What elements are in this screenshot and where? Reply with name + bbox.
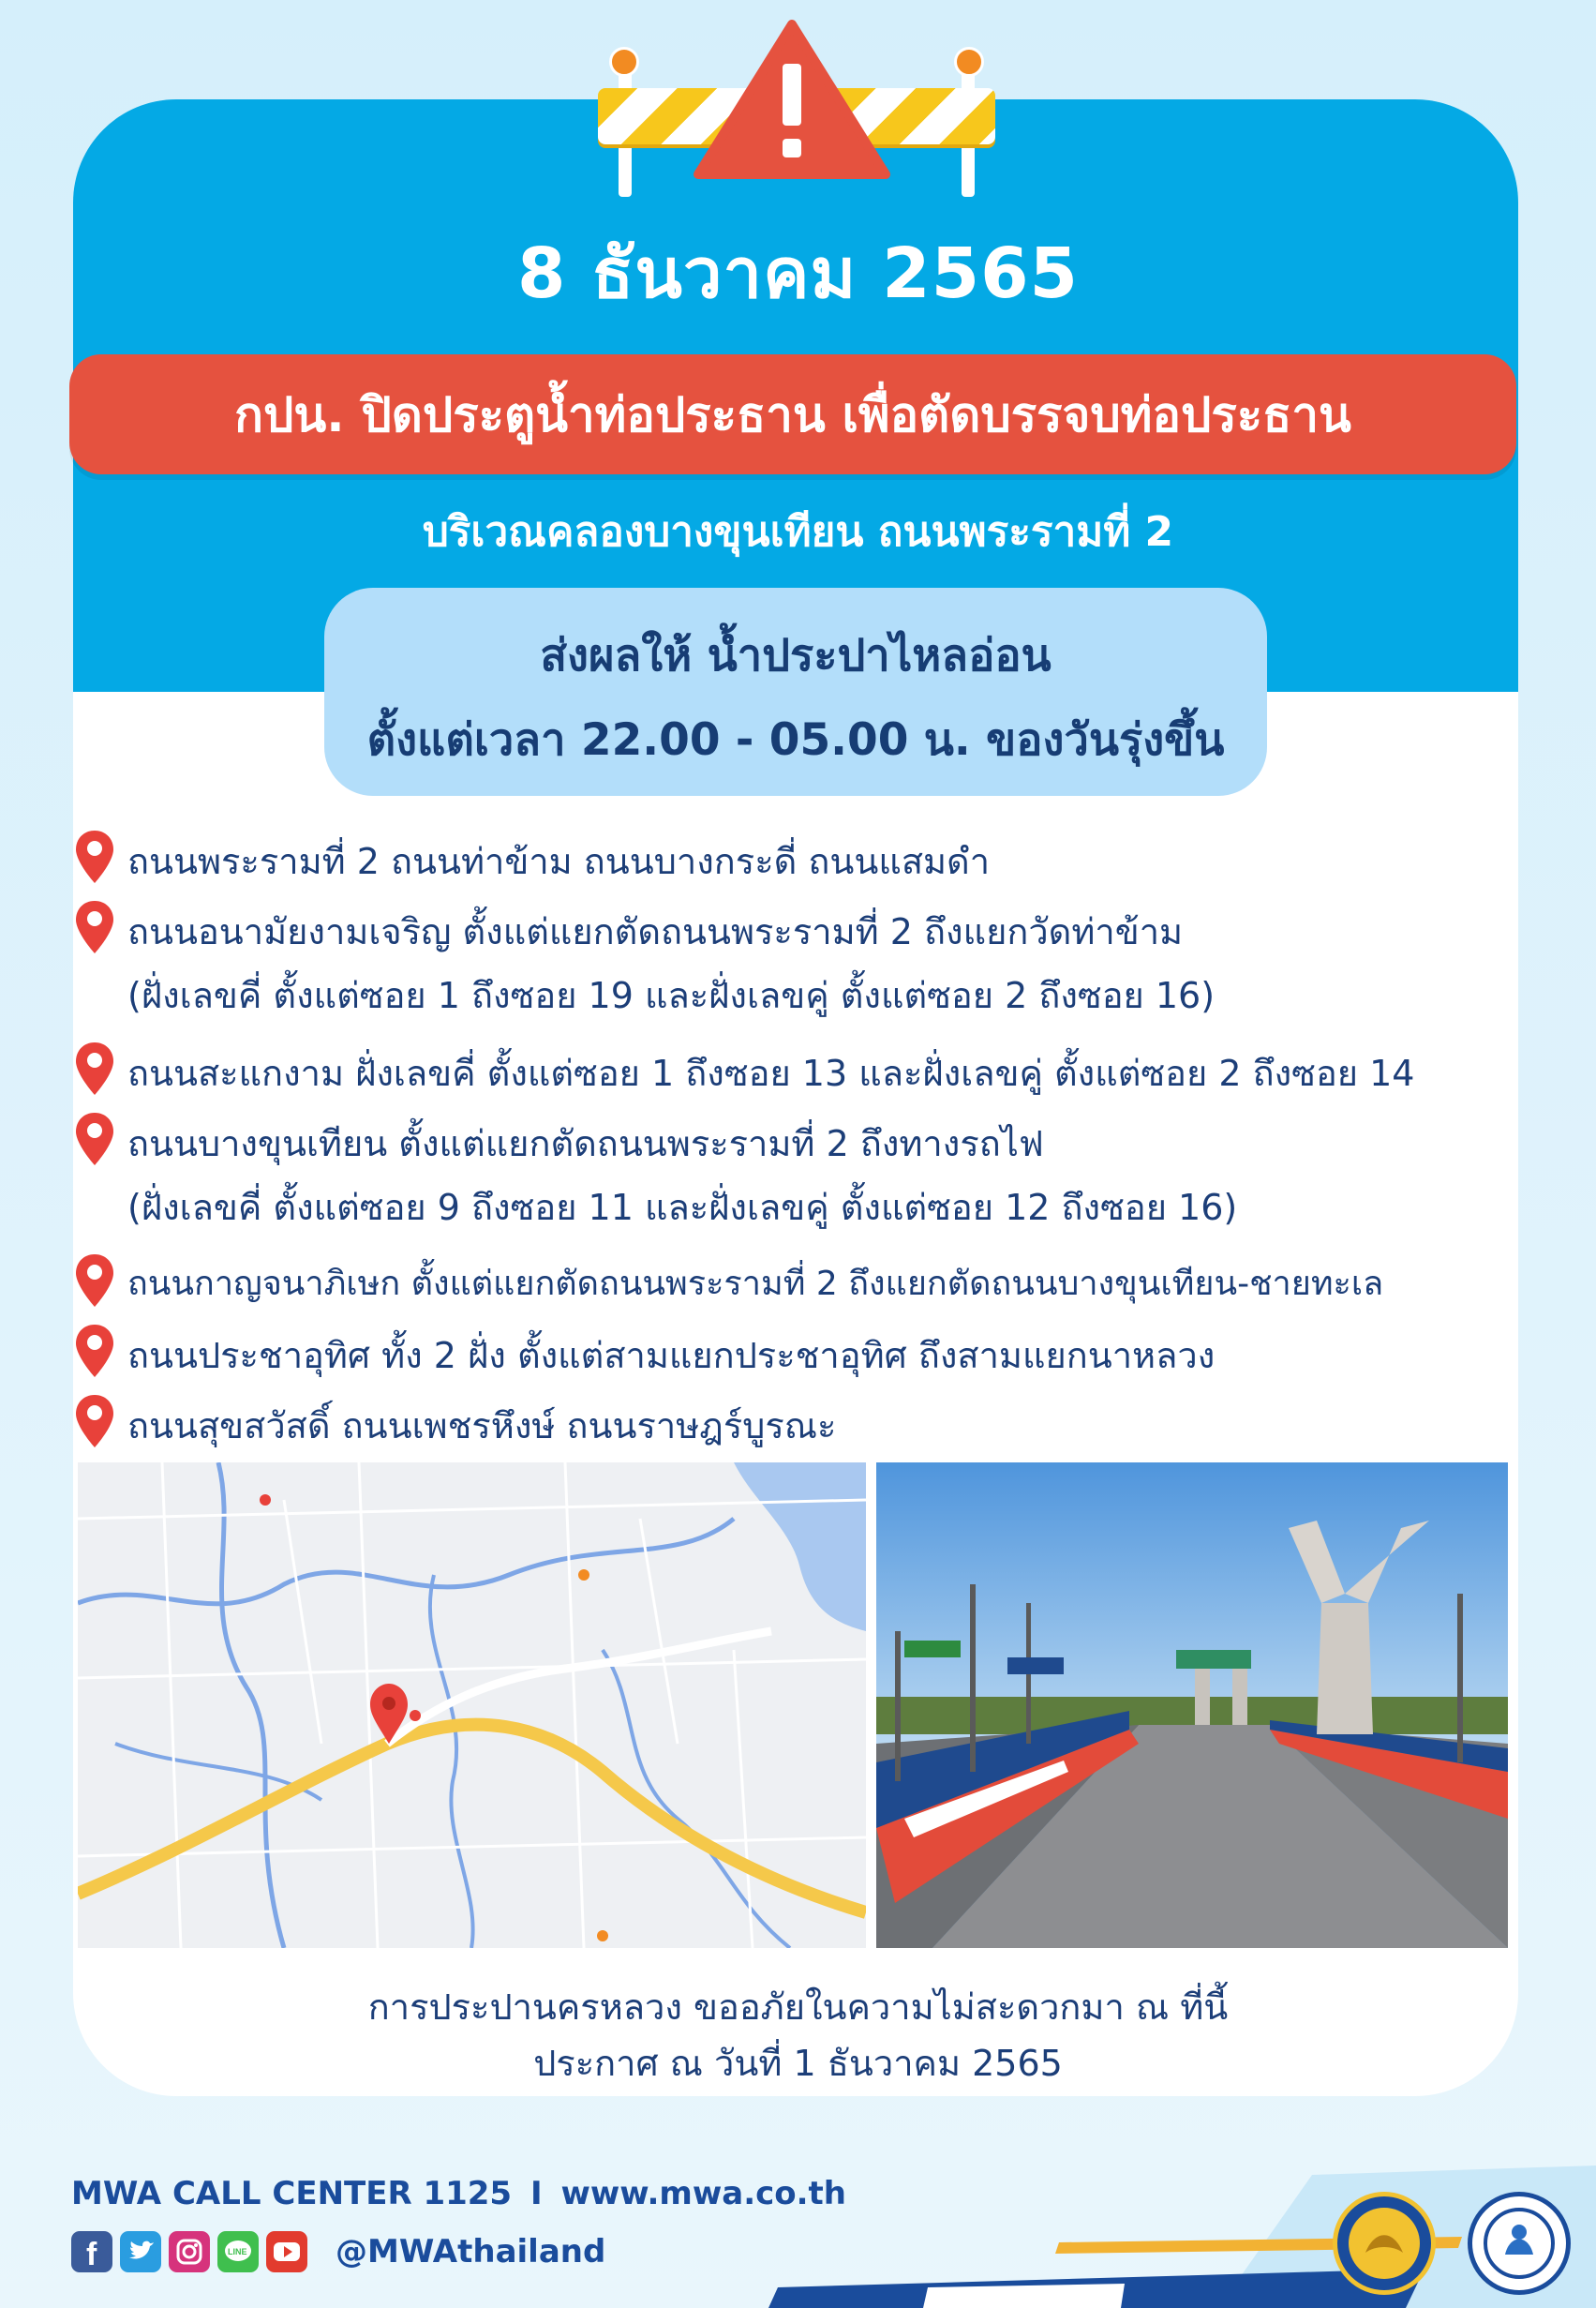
call-center-line [71,2175,846,2212]
location-pin-icon [73,899,116,955]
website-link[interactable]: www.mwa.co.th [560,2175,846,2212]
separator: I [530,2175,543,2212]
area-text-continued: (ฝั่งเลขคี่ ตั้งแต่ซอย 9 ถึงซอย 11 และฝั่งเลขคู่ ตั้งแต่ซอย 12 ถึงซอย 16) [127,1187,1238,1228]
effect-box [324,588,1267,796]
area-text: ถนนบางขุนเทียน ตั้งแต่แยกตัดถนนพระรามที่ 2 ถึงทางรถไฟ [127,1123,1044,1164]
area-text-continued: (ฝั่งเลขคี่ ตั้งแต่ซอย 1 ถึงซอย 19 และฝั่งเลขคู่ ตั้งแต่ซอย 2 ถึงซอย 16) [127,975,1216,1016]
location-pin-icon [73,1393,116,1449]
area-text: ถนนสุขสวัสดิ์ ถนนเพชรหึงษ์ ถนนราษฎร์บูรณะ [127,1405,837,1446]
social-handle[interactable]: @MWAthailand [336,2233,606,2271]
announcement-date: ประกาศ ณ วันที่ 1 ธันวาคม 2565 [533,2043,1063,2084]
mwa-logo [1468,2192,1571,2295]
apology-text: การประปานครหลวง ขออภัยในความไม่สะดวกมา ณ ที่นี้ [367,1986,1229,2028]
location-pin-icon [73,1323,116,1379]
area-text: ถนนอนามัยงามเจริญ ตั้งแต่แยกตัดถนนพระรามที่ 2 ถึงแยกวัดท่าข้าม [127,911,1184,952]
location-subtitle: บริเวณคลองบางขุนเทียน ถนนพระรามที่ 2 [422,508,1174,556]
svg-text:f: f [86,2237,97,2272]
location-pin-icon [73,1111,116,1167]
street-photo [876,1462,1508,1948]
youtube-icon[interactable] [266,2231,307,2272]
twitter-icon[interactable] [120,2231,161,2272]
call-center-text: MWA CALL CENTER 1125 [71,2175,513,2212]
government-seal-logo [1333,2192,1436,2295]
instagram-icon[interactable] [169,2231,210,2272]
effect-line-2: ตั้งแต่เวลา 22.00 - 05.00 น. ของวันรุ่งขึ้น [366,714,1225,766]
facebook-icon[interactable] [71,2231,112,2272]
line-icon[interactable] [217,2231,259,2272]
location-pin-icon [73,1252,116,1309]
area-text: ถนนกาญจนาภิเษก ตั้งแต่แยกตัดถนนพระรามที่ 2 ถึงแยกตัดถนนบางขุนเทียน-ชายทะเล [127,1265,1384,1303]
warning-barricade-icon [590,19,1003,183]
area-text: ถนนประชาอุทิศ ทั้ง 2 ฝั่ง ตั้งแต่สามแยกประชาอุทิศ ถึงสามแยกนาหลวง [127,1335,1216,1376]
location-pin-icon [73,829,116,885]
svg-text:LINE: LINE [228,2247,247,2256]
warning-triangle-icon [694,19,890,180]
area-text: ถนนสะแกงาม ฝั่งเลขคี่ ตั้งแต่ซอย 1 ถึงซอย 13 และฝั่งเลขคู่ ตั้งแต่ซอย 2 ถึงซอย 14 [127,1053,1415,1094]
location-pin-icon [73,1041,116,1097]
area-map [78,1462,866,1948]
effect-line-1: ส่งผลให้ น้ำประปาไหลอ่อน [540,630,1052,682]
area-text: ถนนพระรามที่ 2 ถนนท่าข้าม ถนนบางกระดี่ ถนนแสมดำ [127,841,991,882]
announcement-banner [69,354,1516,474]
banner-text: กปน. ปิดประตูน้ำท่อประธาน เพื่อตัดบรรจบท่อประธาน [234,387,1351,443]
page-title: 8 ธันวาคม 2565 [516,233,1080,314]
